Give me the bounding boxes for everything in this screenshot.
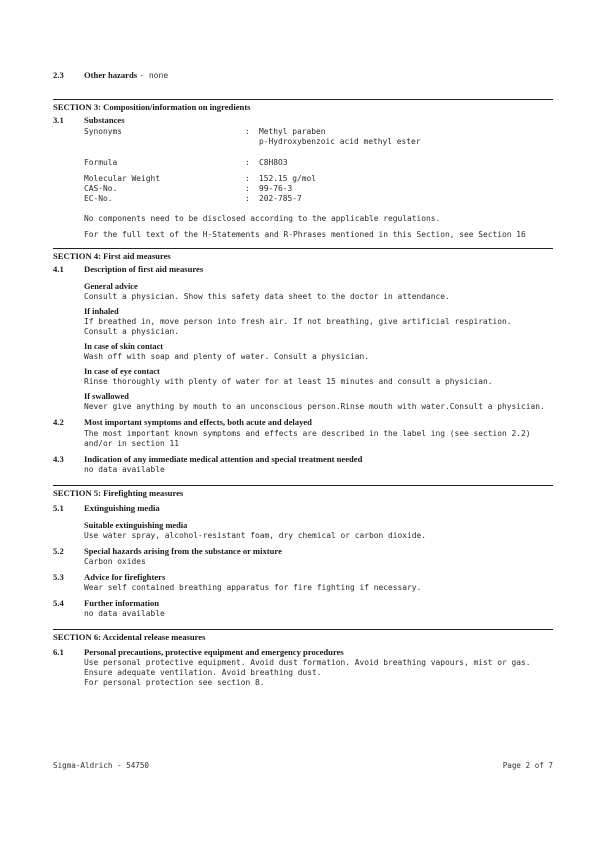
section-6-heading: SECTION 6: Accidental release measures	[53, 629, 553, 643]
section-6-1	[53, 647, 553, 688]
eye-contact-text: Rinse thoroughly with plenty of water for at least 15 minutes and consult a physician.	[84, 377, 493, 386]
skin-contact-title: In case of skin contact	[84, 342, 164, 351]
firefighters-advice-text: Wear self contained breathing apparatus for fire fighting if necessary.	[84, 583, 422, 592]
section-title: Extinguishing media	[84, 503, 160, 513]
property-key: EC-No.	[84, 194, 113, 203]
general-advice-title: General advice	[84, 282, 138, 291]
property-key: CAS-No.	[84, 184, 118, 193]
section-number: 6.1	[53, 647, 64, 657]
eye-contact-title: In case of eye contact	[84, 367, 160, 376]
footer-product: Sigma-Aldrich - 54750	[53, 761, 150, 770]
section-4-3	[53, 454, 553, 475]
other-hazards-text: - none	[139, 71, 169, 80]
property-value: 99-76-3	[259, 184, 293, 193]
section-title: Description of first aid measures	[84, 264, 204, 274]
property-key: Molecular Weight	[84, 174, 161, 183]
section-title: Advice for firefighters	[84, 572, 166, 582]
section-5-heading: SECTION 5: Firefighting measures	[53, 485, 553, 499]
property-separator: :	[245, 194, 250, 203]
property-key: Formula	[84, 158, 118, 167]
medical-attention-text: no data available	[84, 465, 165, 474]
suitable-media-text: Use water spray, alcohol-resistant foam, dry chemical or carbon dioxide.	[84, 531, 427, 540]
section-number: 2.3	[53, 70, 64, 80]
property-row	[84, 194, 553, 204]
section-title: Substances	[84, 115, 125, 125]
further-info-text: no data available	[84, 609, 165, 618]
other-hazards-title: Other hazards	[84, 70, 138, 80]
symptoms-text: The most important known symptoms and effects are described in the label ing (see section 2.2) and/or in section 11	[84, 429, 531, 448]
property-row	[84, 174, 553, 184]
section-5-2	[53, 546, 553, 567]
property-value: C8H8O3	[259, 158, 288, 167]
section-4-1	[53, 264, 553, 412]
property-value: Methyl paraben p-Hydroxybenzoic acid methyl ester	[259, 127, 421, 146]
section-number: 5.1	[53, 503, 64, 513]
if-swallowed-text: Never give anything by mouth to an unconscious person.Rinse mouth with water.Consult a physician.	[84, 402, 545, 411]
section-3-1	[53, 115, 553, 240]
property-key: Synonyms	[84, 127, 123, 136]
section-number: 5.3	[53, 572, 64, 582]
section-number: 4.2	[53, 417, 64, 427]
section-number: 3.1	[53, 115, 64, 125]
section-3-heading: SECTION 3: Composition/information on ingredients	[53, 99, 553, 113]
section-5-1	[53, 503, 553, 541]
property-value: 202-785-7	[259, 194, 302, 203]
section-title	[84, 70, 553, 81]
section-title: Personal precautions, protective equipment and emergency procedures	[84, 647, 344, 657]
section-5-4	[53, 598, 553, 619]
section-5-3	[53, 572, 553, 593]
section-number: 5.2	[53, 546, 64, 556]
general-advice-text: Consult a physician. Show this safety data sheet to the doctor in attendance.	[84, 292, 450, 301]
page-number: Page 2 of 7	[502, 761, 553, 770]
property-row	[84, 184, 553, 194]
section-title: Most important symptoms and effects, both acute and delayed	[84, 417, 312, 427]
property-separator: :	[245, 184, 250, 193]
h-statements-note: For the full text of the H-Statements and R-Phrases mentioned in this Section, see Section 16	[84, 230, 526, 239]
section-title: Special hazards arising from the substance or mixture	[84, 546, 282, 556]
section-title: Further information	[84, 598, 160, 608]
if-swallowed-title: If swallowed	[84, 392, 129, 401]
if-inhaled-text: If breathed in, move person into fresh air. If not breathing, give artificial respiration. Consult a physician.	[84, 317, 512, 336]
document-body	[53, 70, 553, 688]
if-inhaled-title: If inhaled	[84, 307, 119, 316]
property-separator: :	[245, 127, 250, 136]
property-row	[84, 158, 553, 168]
suitable-media-title: Suitable extinguishing media	[84, 521, 188, 530]
disclosure-note: No components need to be disclosed according to the applicable regulations.	[84, 214, 441, 223]
skin-contact-text: Wash off with soap and plenty of water. Consult a physician.	[84, 352, 370, 361]
property-row	[84, 127, 553, 147]
substance-properties	[84, 127, 553, 204]
personal-precautions-text: Use personal protective equipment. Avoid dust formation. Avoid breathing vapours, mist or gas. Ensure adequate ventilation. Avoid breathing dust. For personal protection see section 8.	[84, 658, 531, 687]
property-separator: :	[245, 174, 250, 183]
section-2-3	[53, 70, 553, 81]
section-title: Indication of any immediate medical attention and special treatment needed	[84, 454, 363, 464]
section-4-heading: SECTION 4: First aid measures	[53, 248, 553, 262]
property-value: 152.15 g/mol	[259, 174, 317, 183]
section-number: 4.3	[53, 454, 64, 464]
property-separator: :	[245, 158, 250, 167]
section-4-2	[53, 417, 553, 449]
special-hazards-text: Carbon oxides	[84, 557, 146, 566]
section-number: 4.1	[53, 264, 64, 274]
section-number: 5.4	[53, 598, 64, 608]
